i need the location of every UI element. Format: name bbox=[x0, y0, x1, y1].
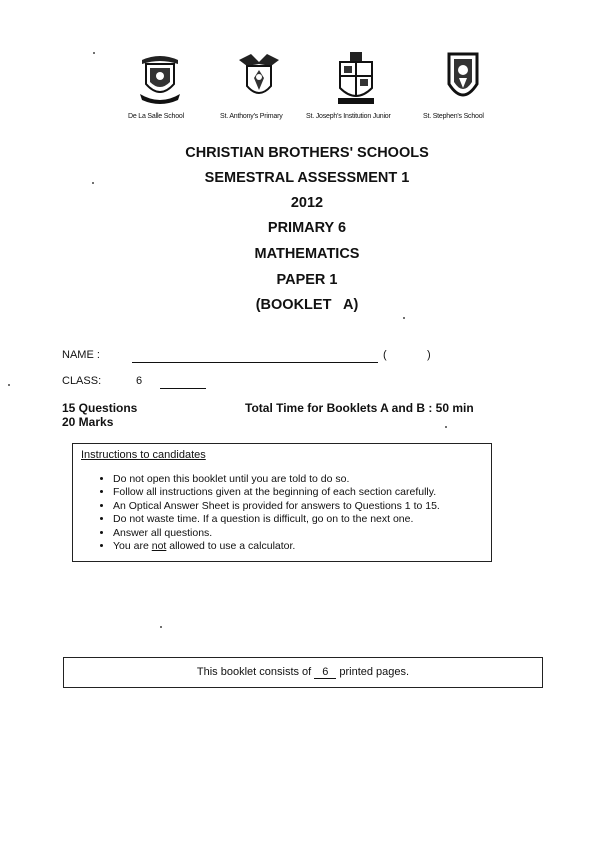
instructions-heading: Instructions to candidates bbox=[81, 449, 206, 461]
marks-total: 20 Marks bbox=[62, 415, 114, 429]
questions-count: 15 Questions bbox=[62, 401, 138, 415]
st-anthonys-crest-icon bbox=[237, 50, 281, 108]
scan-speck bbox=[403, 317, 405, 319]
level-title: PRIMARY 6 bbox=[267, 220, 347, 236]
instruction-item: • Answer all questions. bbox=[113, 527, 440, 540]
instruction-item: • An Optical Answer Sheet is provided for answers to Questions 1 to 15. bbox=[113, 500, 440, 513]
scan-speck bbox=[92, 182, 94, 184]
scan-speck bbox=[445, 426, 447, 428]
year-title: 2012 bbox=[290, 195, 324, 211]
name-label: NAME : bbox=[62, 349, 100, 361]
name-field[interactable] bbox=[132, 362, 378, 363]
page-count-box bbox=[63, 657, 543, 688]
scan-speck bbox=[160, 626, 162, 628]
total-time: Total Time for Booklets A and B : 50 min bbox=[245, 401, 474, 415]
instructions-list bbox=[97, 473, 440, 553]
de-la-salle-crest-icon bbox=[138, 50, 182, 108]
instruction-item: • Do not waste time. If a question is difficult, go on to the next one. bbox=[113, 513, 440, 526]
instructions-box bbox=[72, 443, 492, 562]
page-count-text: This booklet consists of 6 printed pages. bbox=[196, 666, 410, 678]
st-stephens-crest-icon bbox=[441, 50, 485, 108]
class-label: CLASS: bbox=[62, 375, 102, 387]
paper-title: PAPER 1 bbox=[276, 272, 338, 288]
scan-speck bbox=[93, 52, 95, 54]
instruction-item: • Do not open this booklet until you are told to do so. bbox=[113, 473, 440, 486]
booklet-title: (BOOKLET A) bbox=[255, 297, 359, 313]
page-count-value: 6 bbox=[314, 666, 336, 679]
index-paren-close: ) bbox=[427, 349, 431, 361]
org-title: CHRISTIAN BROTHERS' SCHOOLS bbox=[185, 145, 429, 161]
logo-caption: St. Joseph's Institution Junior bbox=[306, 113, 391, 120]
logo-caption: St. Anthony's Primary bbox=[220, 113, 283, 120]
st-josephs-crest-icon bbox=[334, 50, 378, 108]
logo-caption: St. Stephen's School bbox=[423, 113, 484, 120]
instruction-item: • Follow all instructions given at the beginning of each section carefully. bbox=[113, 486, 440, 499]
instruction-item: • You are not allowed to use a calculator. bbox=[113, 540, 440, 553]
class-value: 6 bbox=[136, 375, 143, 387]
subject-title: MATHEMATICS bbox=[254, 246, 360, 262]
index-paren-open: ( bbox=[383, 349, 387, 361]
scan-speck bbox=[8, 384, 10, 386]
logo-caption: De La Salle School bbox=[128, 113, 184, 120]
class-field[interactable] bbox=[160, 388, 206, 389]
assessment-title: SEMESTRAL ASSESSMENT 1 bbox=[204, 170, 410, 186]
emphasis-not: not bbox=[151, 540, 167, 553]
